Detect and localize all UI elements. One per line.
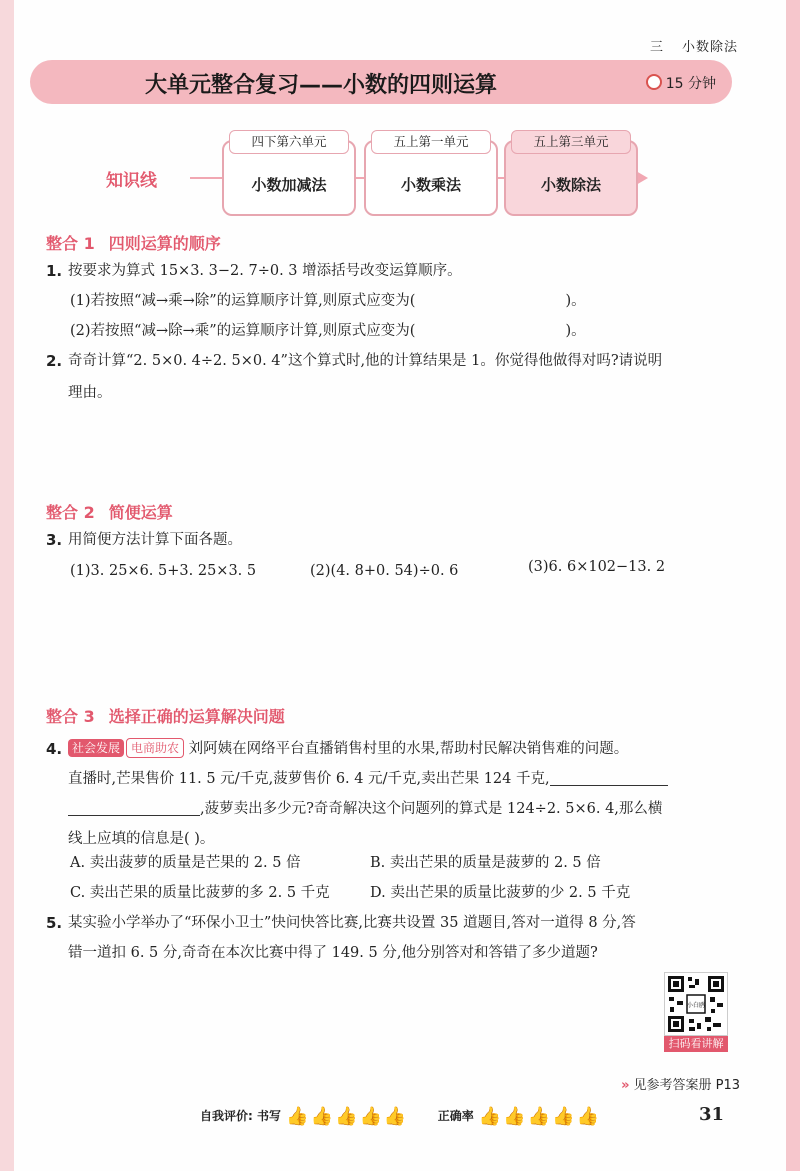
question-4-line-4: 线上应填的信息是( )。 (68, 831, 215, 847)
tag-badge: 电商助农 (126, 738, 184, 758)
question-1-part-2 (70, 316, 744, 346)
knowledge-box-3 (504, 134, 638, 216)
thumbs-up-icon[interactable]: 👍 (552, 1106, 575, 1127)
thumbs-up-icon[interactable]: 👍 (335, 1106, 358, 1127)
page-title: 大单元整合复习——小数的四则运算 (144, 73, 497, 98)
chapter-number: 三 (649, 40, 664, 55)
tag-badge: 社会发展 (68, 739, 124, 757)
question-4-line-1 (68, 734, 744, 764)
option-c: C. 卖出芒果的质量比菠萝的多 2. 5 千克 (70, 885, 330, 901)
option-d: D. 卖出芒果的质量比菠萝的少 2. 5 千克 (370, 885, 631, 901)
knowledge-box-name: 小数加减法 (251, 176, 327, 194)
thumbs-up-icon[interactable]: 👍 (478, 1106, 502, 1127)
knowledge-box-name: 小数乘法 (400, 176, 461, 194)
section-title: 选择正确的运算解决问题 (108, 707, 285, 726)
question-number: 3. (46, 531, 63, 549)
question-number: 4. (46, 740, 63, 758)
section-label: 整合 2 (46, 503, 95, 522)
page-number: 31 (698, 1104, 724, 1125)
section-title: 四则运算的顺序 (108, 234, 221, 253)
page-edge-right (786, 0, 800, 1171)
thumbs-up-icon[interactable]: 👍 (576, 1106, 599, 1127)
chapter-title: 小数除法 (681, 40, 738, 55)
question-1-part-1 (70, 286, 744, 316)
knowledge-box-1 (222, 134, 356, 216)
time-estimate (646, 73, 716, 93)
time-label: 15 分钟 (665, 76, 716, 92)
self-eval-label: 自我评价: (200, 1109, 253, 1123)
section-label: 整合 1 (46, 234, 95, 253)
knowledge-box-name: 小数除法 (540, 176, 601, 194)
question-2-line-1: 奇奇计算“2. 5×0. 4÷2. 5×0. 4”这个算式时,他的计算结果是 1。你觉得他做得对吗?请说明 (68, 353, 663, 369)
thumbs-up-icon[interactable]: 👍 (310, 1106, 334, 1127)
double-chevron-icon: » (621, 1078, 630, 1093)
question-number: 2. (46, 352, 63, 370)
section-heading-3 (46, 704, 285, 727)
closing-paren: )。 (565, 293, 586, 309)
thumbs-up-icon[interactable]: 👍 (286, 1106, 309, 1127)
knowledge-line-label: 知识线 (106, 171, 157, 191)
thumbs-up-icon[interactable]: 👍 (359, 1106, 382, 1127)
answer-reference-text: 见参考答案册 P13 (633, 1078, 740, 1093)
question-4-line-2 (68, 764, 744, 794)
fill-in-blank[interactable] (68, 797, 200, 816)
question-3-stem: 用简便方法计算下面各题。 (68, 532, 242, 548)
question-4-text: ,菠萝卖出多少元?奇奇解决这个问题列的算式是 124÷2. 5×6. 4,那么横 (200, 801, 663, 817)
fill-in-blank[interactable] (550, 767, 668, 786)
section-label: 整合 3 (46, 707, 95, 726)
knowledge-box-tag: 五上第一单元 (371, 130, 491, 154)
knowledge-line-segment (190, 177, 222, 179)
question-4-text: 刘阿姨在网络平台直播销售村里的水果,帮助村民解决销售难的问题。 (188, 741, 629, 757)
accuracy-label: 正确率 (437, 1109, 474, 1123)
section-heading-1 (46, 231, 221, 254)
thumbs-up-icon[interactable]: 👍 (527, 1106, 551, 1127)
knowledge-line-segment (356, 177, 364, 179)
question-number: 1. (46, 262, 63, 280)
knowledge-box-2 (364, 134, 498, 216)
closing-paren: )。 (565, 323, 586, 339)
qr-code-icon (665, 973, 727, 1035)
question-2-line-2: 理由。 (68, 385, 112, 401)
section-heading-2 (46, 500, 173, 523)
thumbs-up-icon[interactable]: 👍 (383, 1106, 407, 1127)
option-a: A. 卖出菠萝的质量是芒果的 2. 5 倍 (70, 855, 301, 871)
title-bar (30, 60, 732, 104)
question-number: 5. (46, 914, 63, 932)
question-1-part-1-text: (1)若按照“减→乘→除”的运算顺序计算,则原式应变为( (70, 293, 416, 309)
clock-icon (646, 74, 662, 90)
qr-center-text: 小白鸥 (686, 1002, 706, 1009)
section-title: 简便运算 (108, 503, 173, 522)
question-1-stem: 按要求为算式 15×3. 3−2. 7÷0. 3 增添括号改变运算顺序。 (68, 263, 462, 279)
option-b: B. 卖出芒果的质量是菠萝的 2. 5 倍 (370, 855, 601, 871)
self-evaluation (200, 1106, 600, 1127)
question-4-line-3 (68, 794, 744, 824)
knowledge-box-tag: 四下第六单元 (229, 130, 349, 154)
writing-label: 书写 (257, 1109, 282, 1123)
question-4-text: 直播时,芒果售价 11. 5 元/千克,菠萝售价 6. 4 元/千克,卖出芒果 124 千克, (68, 771, 550, 787)
page-edge-left (0, 0, 14, 1171)
question-5-line-1: 某实验小学举办了“环保小卫士”快问快答比赛,比赛共设置 35 道题目,答对一道得 8 分,答 (68, 915, 636, 931)
question-3-item-3: (3)6. 6×102−13. 2 (528, 559, 666, 575)
knowledge-box-tag: 五上第三单元 (511, 130, 631, 154)
qr-label: 扫码看讲解 (664, 1036, 728, 1052)
chapter-header (650, 36, 738, 55)
question-1-part-2-text: (2)若按照“减→除→乘”的运算顺序计算,则原式应变为( (70, 323, 416, 339)
answer-reference (621, 1074, 740, 1093)
qr-code[interactable] (664, 972, 728, 1036)
thumbs-up-icon[interactable]: 👍 (503, 1106, 526, 1127)
question-5-line-2: 错一道扣 6. 5 分,奇奇在本次比赛中得了 149. 5 分,他分别答对和答错了多少道题? (68, 945, 598, 961)
question-3-item-1: (1)3. 25×6. 5+3. 25×3. 5 (70, 563, 257, 579)
question-3-item-2: (2)(4. 8+0. 54)÷0. 6 (310, 563, 459, 579)
